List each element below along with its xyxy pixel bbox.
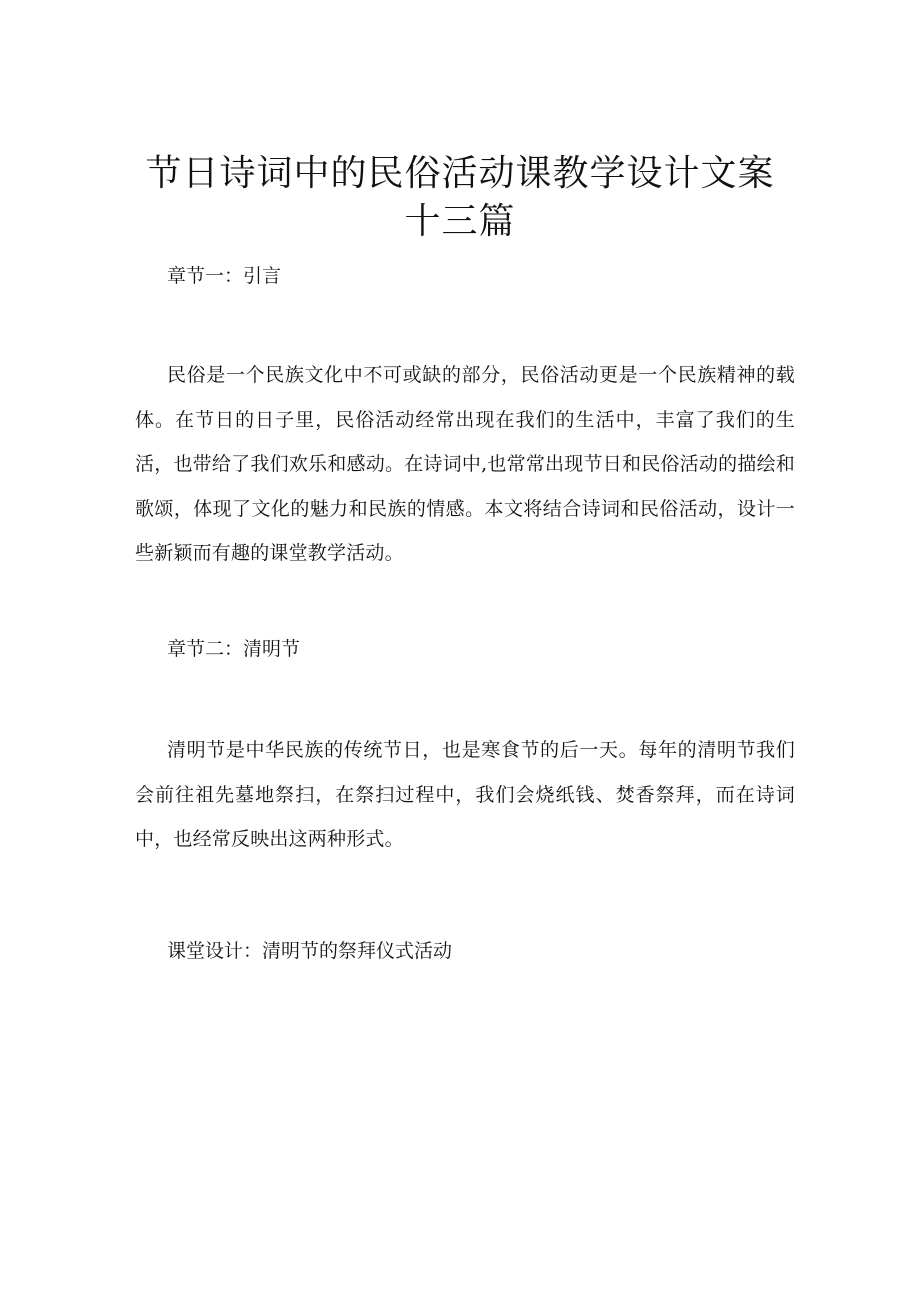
section-paragraph-intro: 民俗是一个民族文化中不可或缺的部分，民俗活动更是一个民族精神的载体。在节日的日子里，民俗活动经常出现在我们的生活中，丰富了我们的生活，也带给了我们欢乐和感动。在诗词中,也常常出现节日和民俗活动的描绘和歌颂，体现了文化的魅力和民族的情感。本文将结合诗词和民俗活动，设计一些新颖而有趣的课堂教学活动。 — [135, 364, 795, 564]
section-paragraph-qingming: 清明节是中华民族的传统节日，也是寒食节的后一天。每年的清明节我们会前往祖先墓地祭扫，在祭扫过程中，我们会烧纸钱、焚香祭拜，而在诗词中，也经常反映出这两种形式。 — [135, 739, 795, 850]
class-design-heading: 课堂设计：清明节的祭拜仪式活动 — [167, 940, 453, 962]
document-title: 节日诗词中的民俗活动课教学设计文案十三篇 — [145, 153, 775, 242]
section-heading-qingming: 章节二：清明节 — [167, 638, 301, 660]
section-heading-intro: 章节一：引言 — [167, 265, 282, 287]
